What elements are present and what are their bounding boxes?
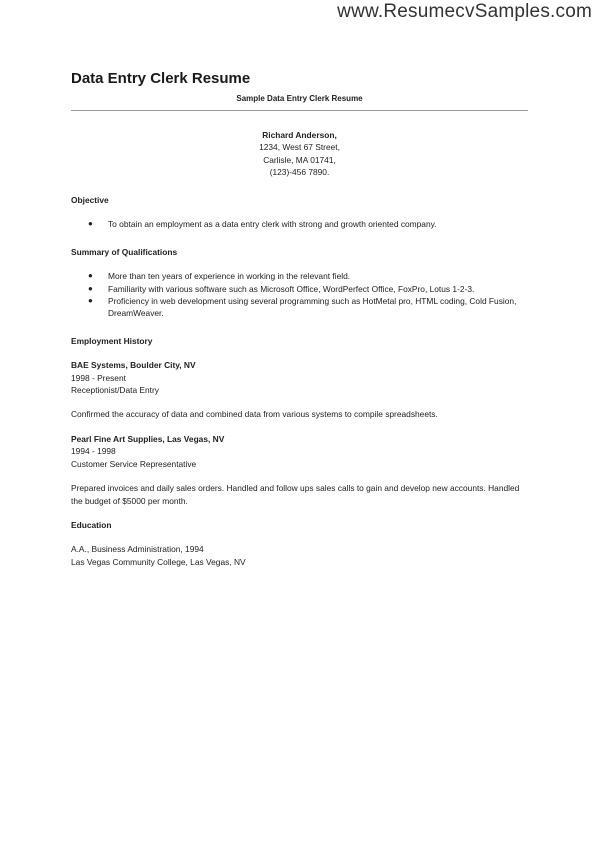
bullet-icon: ● bbox=[88, 296, 93, 306]
list-item: ● More than ten years of experience in working in the relevant field. bbox=[88, 271, 351, 282]
header-divider bbox=[71, 110, 528, 111]
job-description: Prepared invoices and daily sales orders. Handled and follow ups sales calls to gain and develop new accounts. Handled the budget of $5000 per month. bbox=[71, 483, 520, 506]
list-item: ● Familiarity with various software such as Microsoft Office, WordPerfect Office, FoxPro, Lotus 1-2-3. bbox=[88, 283, 475, 294]
objective-heading: Objective bbox=[71, 195, 109, 205]
bullet-icon: ● bbox=[88, 271, 93, 281]
resume-subtitle: Sample Data Entry Clerk Resume bbox=[236, 94, 363, 103]
resume-body bbox=[71, 194, 528, 568]
education-school: Las Vegas Community College, Las Vegas, NV bbox=[71, 556, 246, 567]
bullet-icon: ● bbox=[88, 283, 93, 293]
employment-heading: Employment History bbox=[71, 335, 153, 346]
bullet-icon: ● bbox=[88, 219, 93, 229]
education-heading: Education bbox=[71, 519, 112, 530]
job-dates: 1998 - Present bbox=[71, 372, 126, 383]
qualifications-list bbox=[71, 270, 528, 320]
list-item: ● To obtain an employment as a data entry clerk with strong and growth oriented company. bbox=[88, 219, 437, 230]
job-role: Customer Service Representative bbox=[71, 458, 197, 469]
contact-name: Richard Anderson, bbox=[262, 130, 337, 140]
contact-block bbox=[71, 129, 528, 179]
qualifications-heading: Summary of Qualifications bbox=[71, 246, 178, 257]
contact-phone: (123)-456 7890. bbox=[269, 167, 330, 178]
education-degree: A.A., Business Administration, 1994 bbox=[71, 544, 204, 555]
contact-city: Carlisle, MA 01741, bbox=[263, 154, 336, 165]
objective-list bbox=[71, 218, 528, 230]
job-dates: 1994 - 1998 bbox=[71, 446, 116, 457]
resume-title: Data Entry Clerk Resume bbox=[71, 70, 251, 87]
job-company: Pearl Fine Art Supplies, Las Vegas, NV bbox=[71, 433, 225, 444]
job-role: Receptionist/Data Entry bbox=[71, 385, 159, 396]
contact-street: 1234, West 67 Street, bbox=[259, 142, 340, 153]
job-company: BAE Systems, Boulder City, NV bbox=[71, 360, 196, 371]
job-description: Confirmed the accuracy of data and combined data from various systems to compile spreadsheets. bbox=[71, 409, 438, 420]
list-item: ● Proficiency in web development using several programming such as HotMetal pro, HTML coding, Cold Fusion, DreamWeaver. bbox=[88, 296, 517, 319]
site-watermark: www.ResumecvSamples.com bbox=[337, 1, 592, 22]
